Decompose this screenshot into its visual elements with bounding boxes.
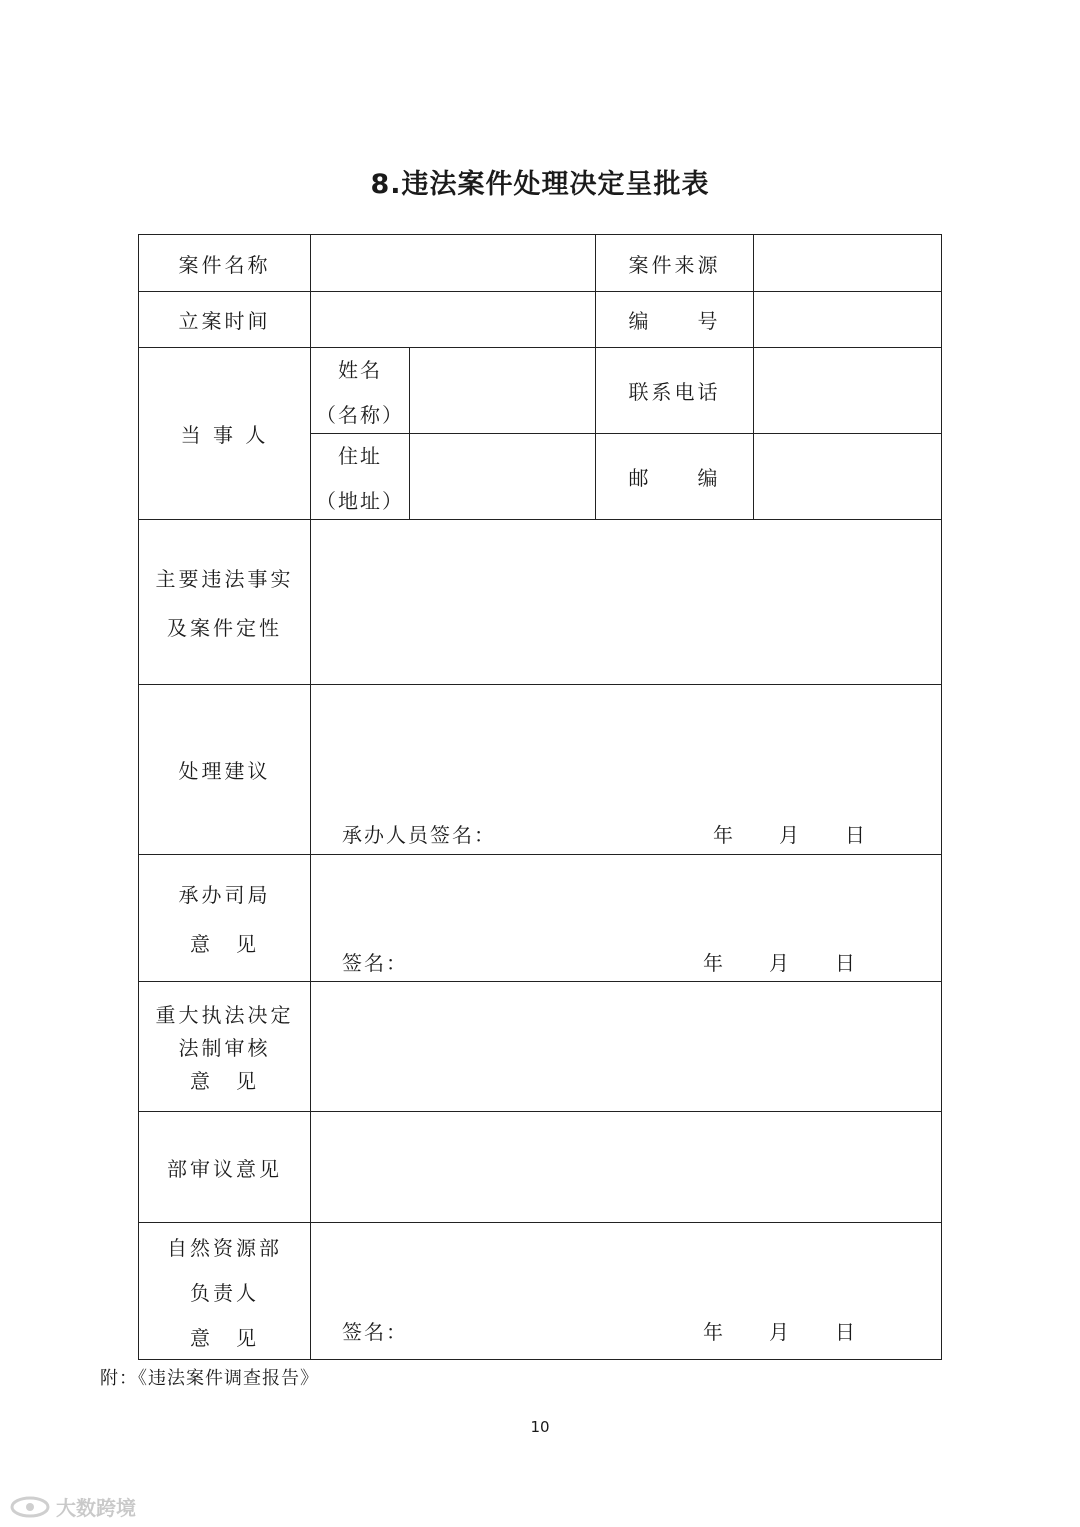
party-label-text: 当 事 人 bbox=[180, 423, 269, 447]
party-label bbox=[138, 347, 310, 519]
name-label-line2: （名称） bbox=[316, 402, 404, 427]
number-label bbox=[595, 291, 753, 347]
head-date: 年 月 日 bbox=[703, 1320, 857, 1344]
facts-label-line2: 及案件定性 bbox=[167, 616, 282, 640]
postcode-label bbox=[595, 433, 753, 519]
head-label-line3: 意 见 bbox=[190, 1325, 259, 1350]
contact-phone-field[interactable] bbox=[753, 347, 942, 433]
bureau-label-line1: 承办司局 bbox=[178, 883, 271, 907]
head-label-line1: 自然资源部 bbox=[167, 1235, 282, 1260]
head-opinion-label bbox=[138, 1222, 310, 1360]
number-label-text: 编 号 bbox=[628, 309, 721, 333]
legal-review-line1: 重大执法决定 bbox=[155, 1003, 294, 1027]
page-title: 8.违法案件处理决定呈批表 bbox=[370, 169, 710, 200]
number-field[interactable] bbox=[753, 291, 942, 347]
bureau-date: 年 月 日 bbox=[703, 951, 857, 975]
ministry-review-field[interactable] bbox=[310, 1111, 942, 1222]
address-label-line1: 住址 bbox=[338, 443, 382, 468]
facts-label bbox=[138, 519, 310, 684]
facts-label-line1: 主要违法事实 bbox=[155, 567, 294, 591]
postcode-field[interactable] bbox=[753, 433, 942, 519]
contact-phone-label-text: 联系电话 bbox=[628, 380, 721, 404]
case-source-field[interactable] bbox=[753, 234, 942, 291]
postcode-label-text: 邮 编 bbox=[628, 466, 721, 490]
legal-review-label bbox=[138, 981, 310, 1111]
watermark-text: 大数跨境 bbox=[56, 1496, 136, 1520]
handler-date: 年 月 日 bbox=[713, 823, 867, 847]
case-name-field[interactable] bbox=[310, 234, 595, 291]
handler-signature-label: 承办人员签名： bbox=[342, 823, 496, 847]
head-signature-label: 签名： bbox=[342, 1320, 408, 1344]
name-label-line1: 姓名 bbox=[338, 357, 382, 382]
address-label-line2: （地址） bbox=[316, 488, 404, 513]
facts-field[interactable] bbox=[310, 519, 942, 684]
case-name-label bbox=[138, 234, 310, 291]
filing-time-label bbox=[138, 291, 310, 347]
address-label bbox=[310, 433, 409, 519]
page-number: 10 bbox=[530, 1418, 550, 1436]
suggestion-label-text: 处理建议 bbox=[178, 759, 271, 783]
legal-review-line2: 法制审核 bbox=[178, 1036, 271, 1060]
filing-time-field[interactable] bbox=[310, 291, 595, 347]
filing-time-label-text: 立案时间 bbox=[178, 309, 271, 333]
address-field[interactable] bbox=[409, 433, 595, 519]
head-label-line2: 负责人 bbox=[190, 1280, 259, 1305]
bureau-label-line2: 意 见 bbox=[190, 932, 259, 956]
legal-review-field[interactable] bbox=[310, 981, 942, 1111]
name-field[interactable] bbox=[409, 347, 595, 433]
case-name-label-text: 案件名称 bbox=[178, 252, 271, 277]
eye-logo-icon bbox=[10, 1496, 50, 1518]
suggestion-label bbox=[138, 684, 310, 854]
attachment-note: 附：《违法案件调查报告》 bbox=[100, 1368, 319, 1389]
ministry-review-label-text: 部审议意见 bbox=[167, 1156, 282, 1181]
name-label bbox=[310, 347, 409, 433]
ministry-review-label bbox=[138, 1111, 310, 1222]
contact-phone-label bbox=[595, 347, 753, 433]
bureau-opinion-label bbox=[138, 854, 310, 981]
bureau-signature-label: 签名： bbox=[342, 951, 408, 975]
watermark bbox=[10, 1492, 136, 1521]
legal-review-line3: 意 见 bbox=[190, 1069, 259, 1093]
case-source-label bbox=[595, 234, 753, 291]
case-source-label-text: 案件来源 bbox=[628, 252, 721, 277]
